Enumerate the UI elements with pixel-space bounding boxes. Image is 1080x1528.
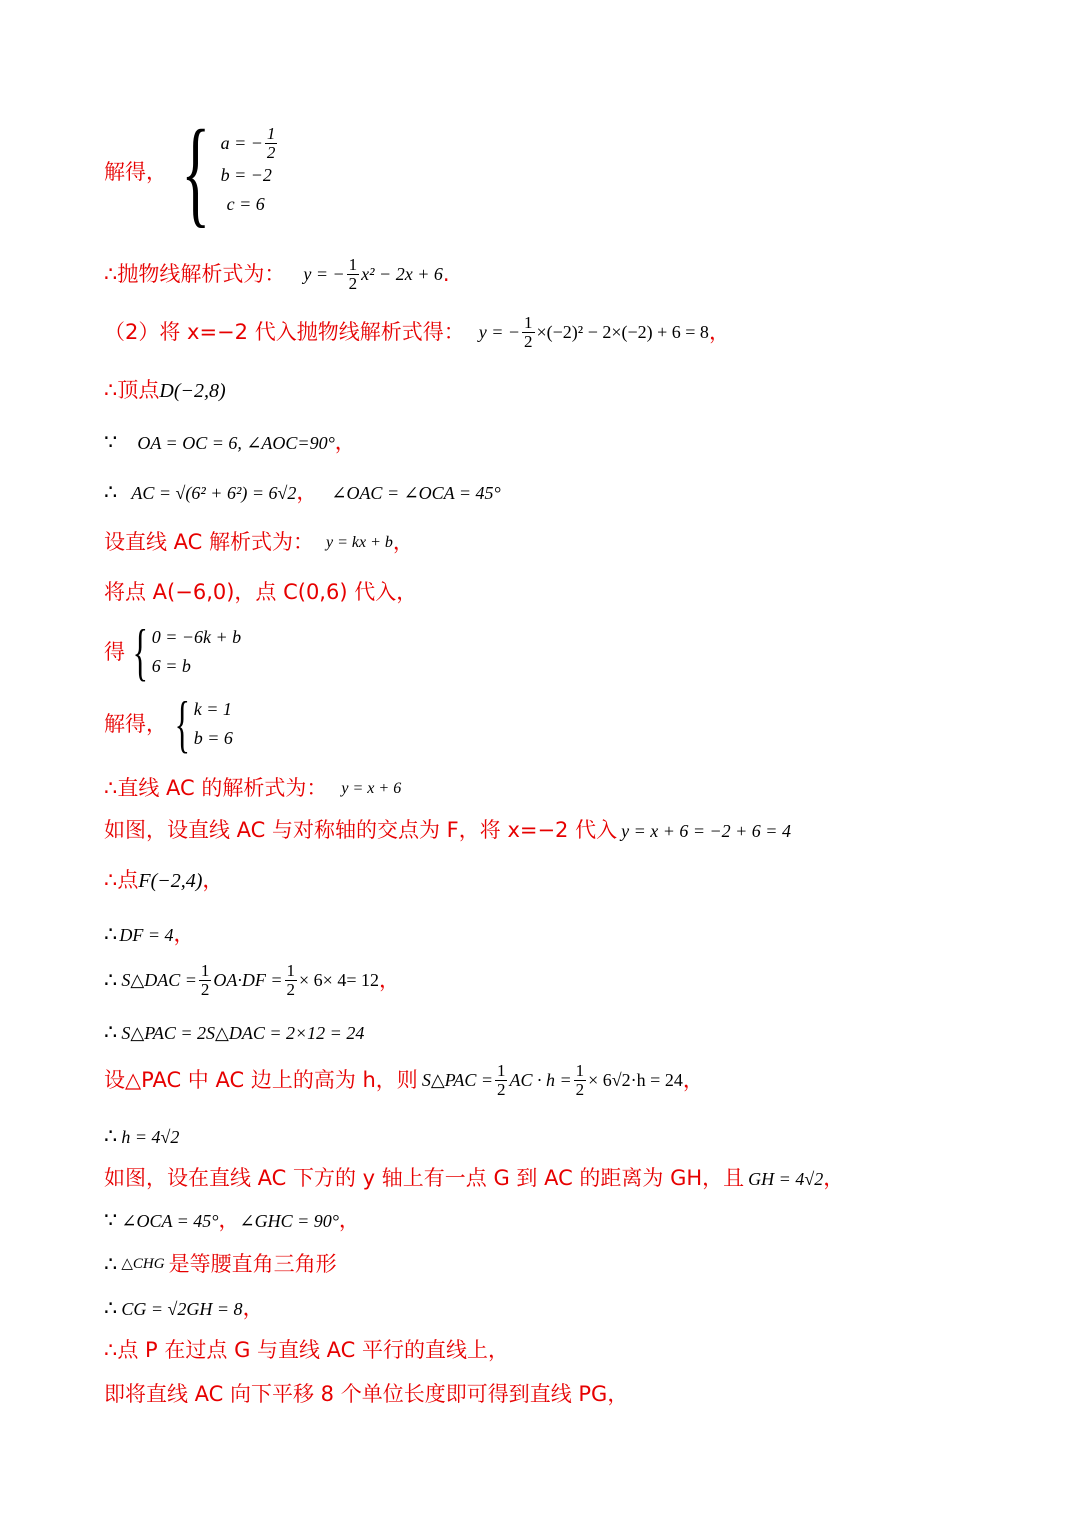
therefore: ∴ [104,261,118,286]
expr: DF = 4 [119,924,174,945]
text: 即将直线 AC 向下平移 8 个单位长度即可得到直线 PG， [104,1382,629,1406]
rows [221,125,280,220]
frac [347,256,360,293]
expr: OA = OC = 6, ∠AOC=90° [137,432,335,453]
expr: S△PAC = [421,1070,493,1091]
expr: GH = 4√2 [748,1168,824,1189]
brace: { [181,105,211,238]
num: 1 [266,123,276,143]
therefore: ∴ [104,1296,118,1320]
therefore: ∴ [104,1020,118,1044]
den: 2 [266,142,276,162]
line-height-h [104,1062,704,1099]
expr: y = x + 6 = −2 + 6 = 4 [621,820,791,841]
label: 得 [104,639,125,664]
because: ∵ [104,1208,118,1232]
row: b = 6 [193,728,233,748]
frac [522,314,535,351]
text: 如图，设在直线 AC 下方的 y 轴上有一点 G 到 AC 的距离为 GH，且 [104,1166,745,1190]
text: 点 [117,868,139,892]
row-a [221,125,280,162]
punct: ， [708,319,730,344]
line-system-kb [104,616,242,687]
punct: ， [334,430,356,454]
text: 点 P 在过点 G 与直线 AC 平行的直线上， [117,1338,510,1362]
line-cg [104,1298,264,1319]
row: k = 1 [193,699,232,719]
expr: ∠GHC = 90° [239,1210,339,1231]
punct: ， [823,1166,845,1190]
expr: × 6× 4= 12 [299,970,379,991]
text: 抛物线解析式为： [117,261,286,286]
line-solve-kb [104,688,233,759]
expr: S△DAC = [121,970,197,991]
because: ∵ [104,430,118,454]
expr: S△PAC = 2S△DAC = 2×12 = 24 [121,1022,365,1043]
den: 2 [496,1079,506,1099]
den: 2 [575,1079,585,1099]
row: 0 = −6k + b [151,627,242,647]
expr: AC = √(6² + 6²) = 6√2 [131,482,297,503]
brace: { [174,688,191,759]
punct: ， [378,967,400,992]
frac [285,962,298,999]
text: （2）将 x=−2 代入抛物线解析式得： [104,319,465,344]
text: 顶点 [117,378,160,402]
therefore: ∴ [104,922,118,946]
punct: ， [218,1208,240,1232]
therefore: ∴ [104,1338,118,1362]
line-angles [104,1210,360,1231]
punct: ， [202,868,224,892]
punct: ， [173,922,195,946]
den: 2 [524,331,533,351]
punct: ， [682,1067,704,1092]
punct: ， [296,480,318,504]
line-s-pac [104,1022,364,1043]
frac [495,1062,508,1099]
expr: × 6√2·h = 24 [588,1070,683,1091]
row: 6 = b [151,656,191,676]
expr: △CHG [121,1256,165,1272]
label: 解得， [104,711,167,736]
row-b: b = −2 [220,165,272,186]
line-parabola [104,256,450,293]
text: 直线 AC 的解析式为： [117,776,328,800]
text: 如图，设直线 AC 与对称轴的交点为 F，将 x=−2 代入 [104,818,618,842]
brace: { [132,616,149,687]
expr: y = kx + b [326,533,393,551]
expr: h = 4√2 [121,1126,180,1147]
num: 1 [524,313,533,332]
expr: CG = √2GH = 8 [121,1298,243,1319]
line-oa-oc [104,432,356,453]
expr: ×(−2)² − 2×(−2) + 6 = 8 [536,322,709,343]
line-set-ac [104,532,414,553]
line-intersection [104,820,791,841]
therefore: ∴ [104,378,118,402]
line-vertex [104,380,226,401]
expr: y = − [478,322,520,343]
expr: D(−2,8) [159,379,226,402]
line-ac [104,482,501,503]
expr: AC · h = [509,1070,572,1091]
frac [574,1062,587,1099]
expr: y = x + 6 [341,779,402,797]
therefore: ∴ [104,1124,118,1148]
line-isosceles [104,1254,337,1275]
expr: OA·DF = [213,970,283,991]
text: 将点 A(−6,0)，点 C(0,6) 代入， [104,580,418,604]
line-point-p [104,1340,509,1361]
line-point-g [104,1168,844,1189]
num: 1 [496,1061,506,1080]
expr: F(−2,4) [138,869,203,892]
punct: ， [242,1296,264,1320]
num: 1 [286,961,296,980]
num: 1 [575,1061,585,1080]
den: 2 [200,979,210,999]
therefore: ∴ [104,480,118,504]
equation-system [167,105,279,238]
den: 2 [348,273,358,293]
line-ac-eq [104,778,401,799]
therefore: ∴ [104,1252,118,1276]
label: 解得， [104,159,167,184]
frac [265,125,278,162]
therefore: ∴ [104,868,118,892]
rows [152,623,241,681]
expr: x² − 2x + 6 [361,264,443,285]
solution-abc [104,105,279,238]
expr: ∠OCA = 45° [121,1210,219,1231]
line-h-value [104,1126,179,1147]
therefore: ∴ [104,776,118,800]
equation-system [167,688,233,759]
expr: y = − [303,264,345,285]
punct: . [442,261,450,286]
punct: ， [338,1208,360,1232]
expr: ∠OAC = ∠OCA = 45° [331,482,501,503]
punct: ， [392,530,414,554]
line-substitute [104,314,730,351]
num: 1 [348,255,358,274]
text: 是等腰直角三角形 [168,1252,337,1276]
line-df [104,924,195,945]
line-s-dac [104,962,400,999]
line-points [104,582,417,603]
text: 设直线 AC 解析式为： [104,530,315,554]
row-c: c = 6 [226,194,265,215]
line-translate [104,1384,628,1405]
line-point-f [104,870,223,891]
den: 2 [286,979,296,999]
rows [194,695,233,753]
text: 设△PAC 中 AC 边上的高为 h，则 [104,1067,418,1092]
row-a-text: a = − [220,132,263,153]
equation-system [125,616,242,687]
therefore: ∴ [104,967,118,992]
num: 1 [200,961,210,980]
frac [199,962,212,999]
